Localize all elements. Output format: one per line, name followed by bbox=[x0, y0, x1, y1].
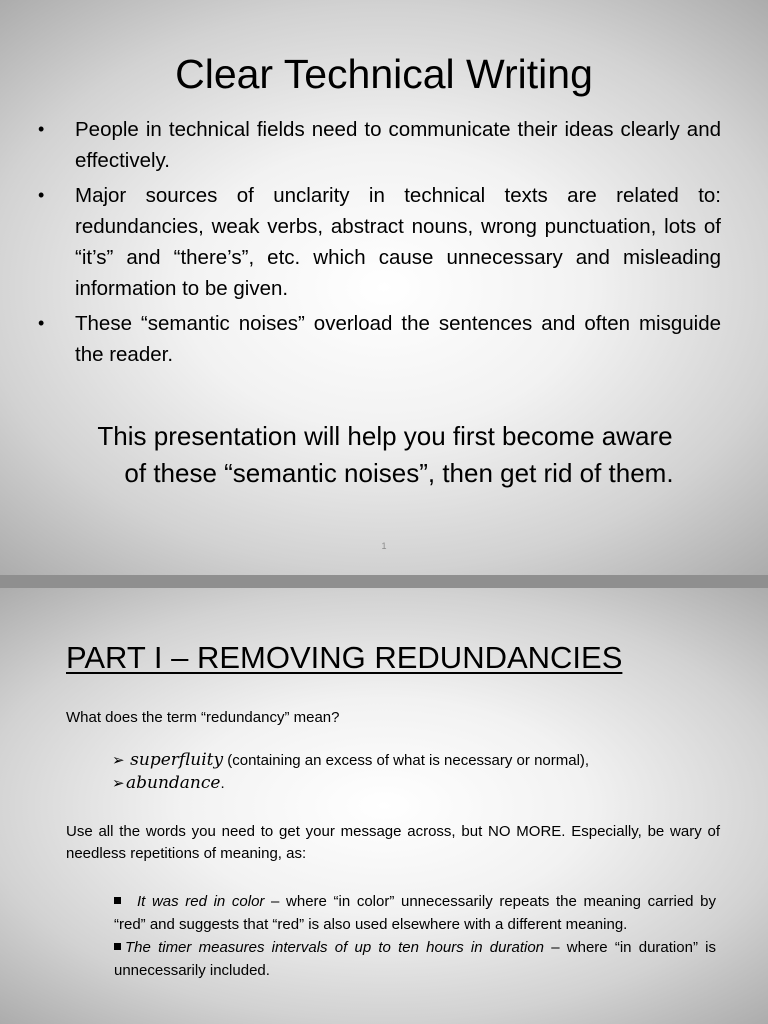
example-explanation: – where “in color” unnecessarily repeats the meaning carried by “red” and suggests that “red” is also used elsewhere with a different meaning. bbox=[114, 893, 716, 933]
definition-item bbox=[112, 772, 732, 795]
closing-line-2: of these “semantic noises”, then get rid of them. bbox=[124, 458, 674, 488]
closing-statement bbox=[40, 418, 730, 492]
square-bullet-icon bbox=[114, 897, 121, 904]
definition-term: abundance bbox=[126, 773, 221, 793]
body-paragraph: Use all the words you need to get your message across, but NO MORE. Especially, be wary of needless repetitions of meaning, as: bbox=[66, 823, 720, 862]
bullet-text: These “semantic noises” overload the sentences and often misguide the reader. bbox=[75, 312, 721, 366]
definition-term: superfluity bbox=[130, 750, 224, 770]
closing-line-1: This presentation will help you first become aware bbox=[97, 421, 673, 451]
bullet-item bbox=[38, 114, 721, 176]
definition-desc: (containing an excess of what is necessary or normal), bbox=[223, 752, 590, 769]
slide-title: Clear Technical Writing bbox=[175, 51, 593, 97]
bullet-icon: • bbox=[38, 185, 45, 205]
bullet-text: Major sources of unclarity in technical texts are related to: redundancies, weak verbs, abstract nouns, wrong punctuation, lots of “it’s” and “there’s”, etc. which cause unnecessary and misleading information to be given. bbox=[75, 184, 721, 300]
slide-2 bbox=[0, 588, 768, 1024]
square-bullet-icon bbox=[114, 943, 121, 950]
bullet-icon: • bbox=[38, 119, 45, 139]
example-list bbox=[114, 890, 716, 982]
example-sentence: It was red in color bbox=[137, 893, 265, 910]
example-sentence: The timer measures intervals of up to ten hours in duration bbox=[125, 939, 545, 956]
bullet-item bbox=[38, 180, 721, 304]
bullet-text: People in technical fields need to communicate their ideas clearly and effectively. bbox=[75, 118, 721, 172]
example-explanation: – where “in duration” is unnecessarily included. bbox=[114, 939, 716, 979]
arrow-bullet-icon: ➢ bbox=[112, 775, 125, 792]
example-item bbox=[114, 936, 716, 982]
bullet-item bbox=[38, 308, 721, 370]
bullet-list bbox=[38, 114, 721, 374]
bullet-icon: • bbox=[38, 313, 45, 333]
example-item bbox=[114, 890, 716, 936]
arrow-bullet-icon: ➢ bbox=[112, 752, 125, 769]
slide-title: PART I – REMOVING REDUNDANCIES bbox=[66, 640, 623, 675]
definition-desc: . bbox=[220, 775, 225, 792]
question-text: What does the term “redundancy” mean? bbox=[66, 709, 340, 726]
page-number: 1 bbox=[381, 541, 387, 551]
definition-item bbox=[112, 749, 732, 772]
definition-list bbox=[112, 749, 732, 795]
